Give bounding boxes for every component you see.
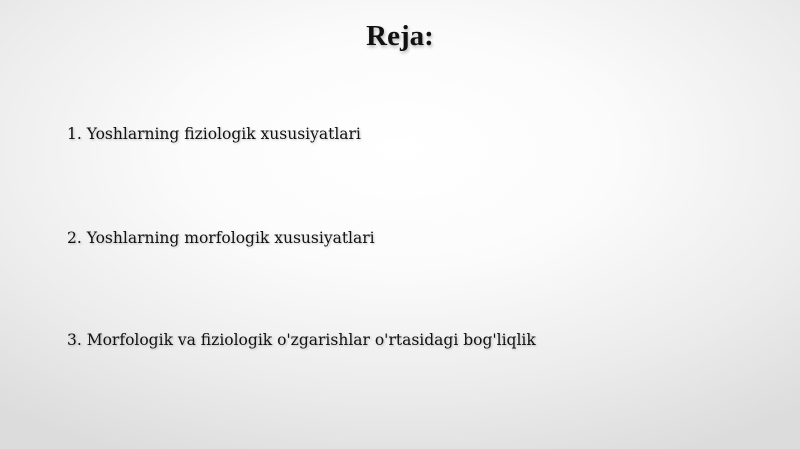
plan-item-2: 2. Yoshlarning morfologik xususiyatlari [67, 229, 375, 247]
slide-title: Reja: [366, 20, 434, 52]
plan-item-1: 1. Yoshlarning fiziologik xususiyatlari [67, 125, 361, 143]
plan-item-3: 3. Morfologik va fiziologik o'zgarishlar o'rtasidagi bog'liqlik [67, 331, 536, 349]
